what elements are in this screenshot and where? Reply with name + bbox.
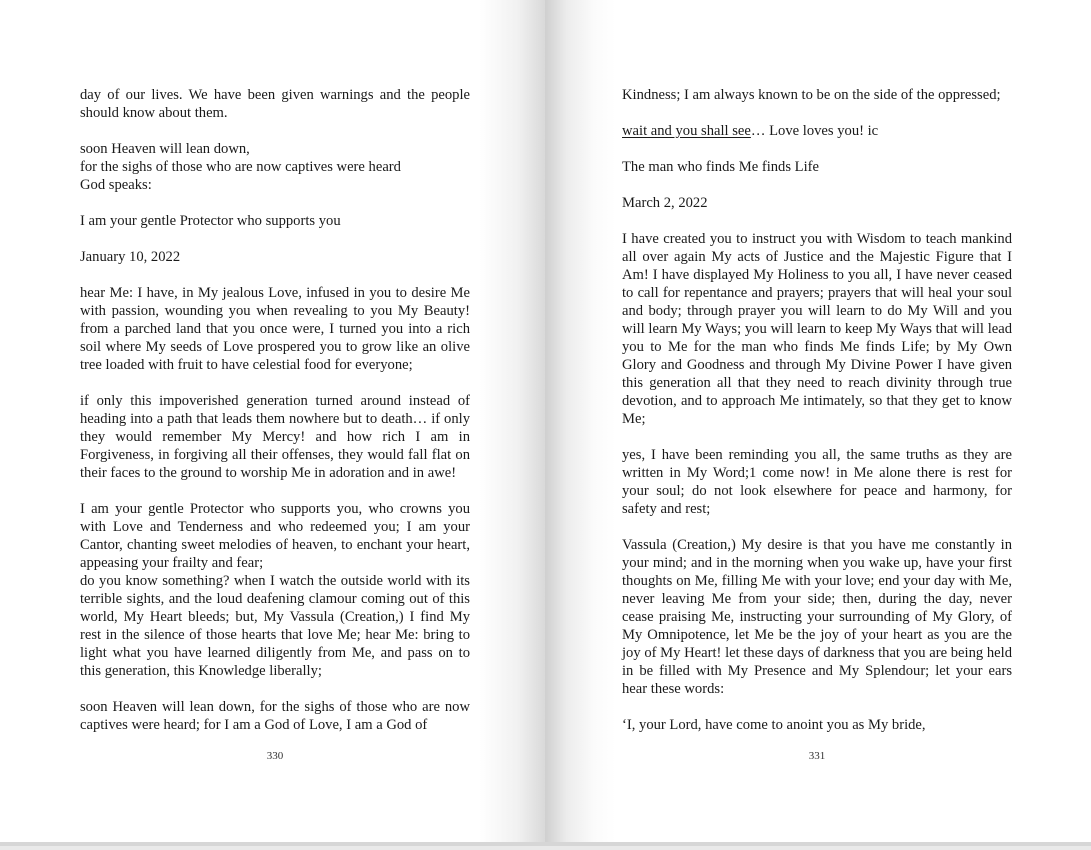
- paragraph-part: I am your gentle Protector who supports you, who crowns you with Love and Tenderness and who redeemed you; I am your Cantor, chanting sweet melodies of heaven, to enchant your heart, appeasing your frailty and fear;: [80, 501, 470, 571]
- page-edge: [545, 842, 1091, 846]
- paragraph: [80, 500, 470, 680]
- underlined-phrase: wait and you shall see: [622, 123, 751, 139]
- verse-line: for the sighs of those who are now captives were heard: [80, 159, 401, 175]
- paragraph: yes, I have been reminding you all, the same truths as they are written in My Word;1 come now! in Me alone there is rest for your soul; do not look elsewhere for peace and harmony, for safety and rest;: [622, 447, 1012, 517]
- verse-block: [80, 140, 470, 194]
- page-number: 331: [808, 750, 826, 762]
- date-heading: March 2, 2022: [622, 195, 708, 211]
- page-number: 330: [266, 750, 284, 762]
- paragraph: hear Me: I have, in My jealous Love, infused in you to desire Me with passion, wounding you when revealing to you My Beauty! from a parched land that you once were, I turned you into a rich soil where My seeds of Love prospered you to grow like an olive tree loaded with fruit to have celestial food for everyone;: [80, 285, 470, 373]
- paragraph: ‘I, your Lord, have come to anoint you as My bride,: [622, 717, 926, 733]
- left-page: [0, 0, 545, 846]
- paragraph: I have created you to instruct you with Wisdom to teach mankind all over again My acts of Justice and the Majestic Figure that I Am! I have displayed My Holiness to you all, I have never ceased to call for repentance and prayers; prayers that will heal your soul and body; through prayer you will learn to do My Will and you will learn My Ways; you will learn to keep My Ways that will lead you to Me for the man who finds Me finds Life; by My Own Glory and Goodness and through My Divine Power I have given this generation all that they need to reach divinity through true devotion, and to approach Me intimately, so that they get to know Me;: [622, 231, 1012, 427]
- paragraph-part: do you know something? when I watch the outside world with its terrible sights, and the loud deafening clamour coming out of this world, My Heart bleeds; but, My Vassula (Creation,) I find My rest in the silence of those hearts that love Me; hear Me: bring to light what you have learned diligently from Me, and pass on to this generation, this Knowledge liberally;: [80, 573, 470, 679]
- paragraph: if only this impoverished generation turned around instead of heading into a path that leads them nowhere but to death… if only they would remember My Mercy! and how rich I am in Forgiveness, in forgiving all their offenses, they would fall flat on their faces to the ground to worship Me in adoration and in awe!: [80, 393, 470, 481]
- right-page-text: [622, 86, 1012, 734]
- paragraph: Vassula (Creation,) My desire is that you have me constantly in your mind; and in the morning when you wake up, have your first thoughts on Me, filling Me with your love; end your day with Me, never leaving Me from your side; then, during the day, never cease praising Me, instructing your surrounding of My Glory, of My Omnipotence, let Me be the joy of your heart as you are the joy of My Heart! let these days of darkness that you are being held in be filled with My Presence and My Splendour; let your ears hear these words:: [622, 537, 1012, 697]
- right-page: [545, 0, 1091, 846]
- verse-line: God speaks:: [80, 177, 152, 193]
- paragraph: soon Heaven will lean down, for the sighs of those who are now captives were heard; for I am a God of Love, I am a God of: [80, 699, 470, 733]
- paragraph: day of our lives. We have been given warnings and the people should know about them.: [80, 87, 470, 121]
- paragraph: Kindness; I am always known to be on the side of the oppressed;: [622, 87, 1001, 103]
- message-title: I am your gentle Protector who supports you: [80, 213, 341, 229]
- page-edge: [0, 842, 545, 846]
- paragraph: [622, 122, 1012, 140]
- date-heading: January 10, 2022: [80, 249, 181, 265]
- left-page-text: [80, 86, 470, 734]
- verse-line: soon Heaven will lean down,: [80, 141, 250, 157]
- message-title: The man who finds Me finds Life: [622, 159, 819, 175]
- paragraph-rest: … Love loves you! ic: [750, 123, 879, 139]
